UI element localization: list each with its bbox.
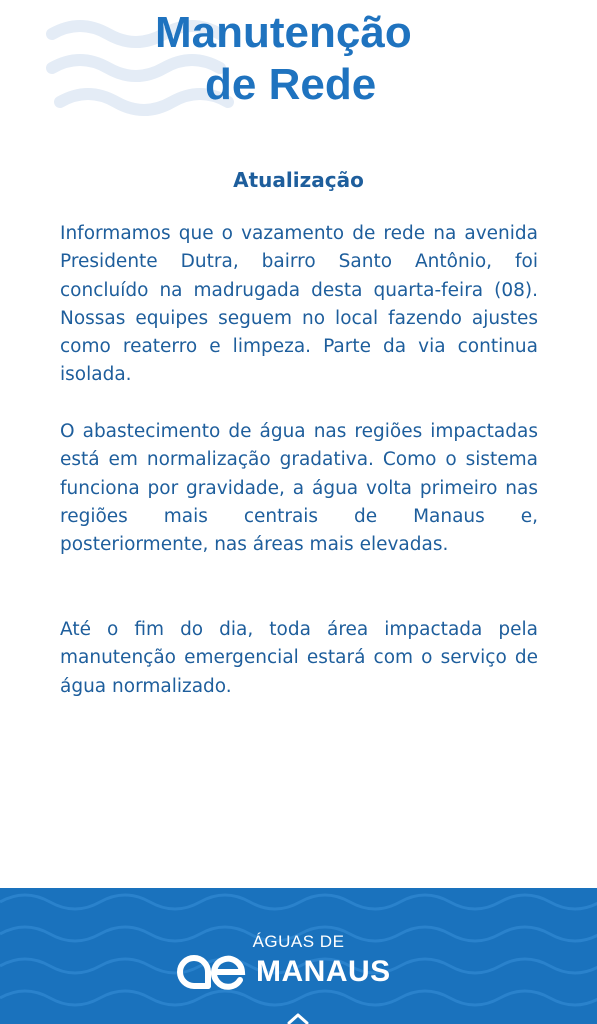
brand-name-top: ÁGUAS DE	[252, 932, 345, 951]
paragraph-1: Informamos que o vazamento de rede na avenida Presidente Dutra, bairro Santo Antônio, foi concluído na madrugada desta quarta-feira (08). Nossas equipes seguem no local fazendo ajustes como reaterro e limpeza. Parte da via continua isolada.	[60, 223, 538, 386]
section-heading: Atualização	[233, 168, 364, 192]
brand-name-main: MANAUS	[256, 955, 391, 988]
chevron-up-icon	[283, 1010, 313, 1024]
header	[0, 0, 597, 140]
page-title-line-1: Manutenção	[155, 8, 412, 57]
ae-logo-icon	[174, 952, 248, 992]
page-title-line-2: de Rede	[205, 60, 377, 109]
brand-logo	[174, 952, 391, 992]
scroll-up-button[interactable]	[283, 1010, 313, 1024]
footer	[0, 888, 597, 1024]
paragraph-3: Até o fim do dia, toda área impactada pela manutenção emergencial estará com o serviço de água normalizado.	[60, 619, 538, 697]
paragraph-2: O abastecimento de água nas regiões impactadas está em normalização gradativa. Como o sistema funciona por gravidade, a água volta primeiro nas regiões mais centrais de Manaus e, posteriormente, nas áreas mais elevadas.	[60, 421, 538, 556]
